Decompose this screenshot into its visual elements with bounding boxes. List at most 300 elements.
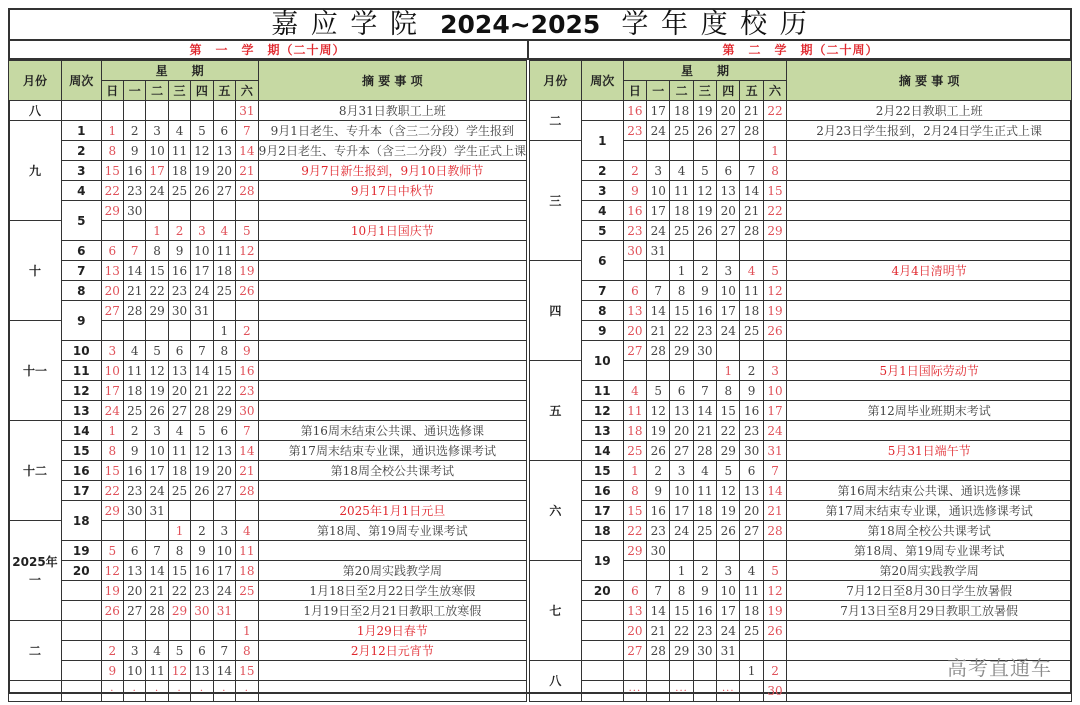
day-cell: 4 — [168, 421, 190, 441]
day-cell: 27 — [623, 341, 646, 361]
day-cell — [623, 661, 646, 681]
day-cell — [763, 241, 787, 261]
day-cell: 13 — [623, 301, 646, 321]
weekday-header: 五 — [740, 81, 763, 101]
day-cell — [168, 621, 190, 641]
day-cell: 19 — [693, 101, 716, 121]
day-cell: 27 — [213, 181, 235, 201]
month-cell: 2025年 一 — [9, 521, 62, 621]
day-cell: 21 — [647, 621, 670, 641]
day-cell: 15 — [168, 561, 190, 581]
day-cell — [101, 621, 123, 641]
day-cell: 26 — [236, 281, 259, 301]
memo-cell — [787, 341, 1072, 361]
day-cell: 13 — [213, 441, 235, 461]
academic-years: 2024~2025 — [440, 10, 601, 39]
day-cell: 21 — [647, 321, 670, 341]
month-cell: 九 — [9, 121, 62, 221]
week-number-cell — [61, 101, 101, 121]
day-cell: 19 — [693, 201, 716, 221]
day-cell: 30 — [647, 541, 670, 561]
memo-cell: 第16周末结束公共课、通识选修课 — [258, 421, 526, 441]
calendar-row — [9, 401, 527, 421]
day-cell: 12 — [763, 281, 787, 301]
day-cell: 24 — [647, 221, 670, 241]
day-cell: 4 — [124, 341, 146, 361]
calendar-row — [530, 101, 1072, 121]
day-cell: 8 — [670, 581, 693, 601]
day-cell: 20 — [740, 501, 763, 521]
day-cell: 15 — [213, 361, 235, 381]
day-cell: 11 — [693, 481, 716, 501]
week-number-cell: 16 — [61, 461, 101, 481]
day-cell: 31 — [213, 601, 235, 621]
calendar-row — [9, 301, 527, 321]
day-cell: 15 — [146, 261, 168, 281]
day-cell: 14 — [236, 441, 259, 461]
day-cell — [740, 341, 763, 361]
week-number-cell: 14 — [61, 421, 101, 441]
day-cell: 28 — [236, 181, 259, 201]
day-cell: 5 — [146, 341, 168, 361]
day-cell: 29 — [146, 301, 168, 321]
day-cell: · — [168, 681, 190, 702]
day-cell: 20 — [717, 201, 740, 221]
day-cell: 25 — [740, 621, 763, 641]
day-cell: ··· — [623, 681, 646, 702]
day-cell: 11 — [168, 441, 190, 461]
day-cell — [740, 241, 763, 261]
day-cell: 8 — [670, 281, 693, 301]
calendar-row — [9, 501, 527, 521]
day-cell: 28 — [236, 481, 259, 501]
memo-cell — [787, 621, 1072, 641]
week-number-cell: 18 — [61, 501, 101, 541]
day-cell: 1 — [146, 221, 168, 241]
day-cell: ··· — [717, 681, 740, 702]
day-cell: 25 — [236, 581, 259, 601]
day-cell — [146, 621, 168, 641]
day-cell: 14 — [647, 301, 670, 321]
memo-cell — [258, 361, 526, 381]
memo-cell: 1月29日春节 — [258, 621, 526, 641]
month-cell: 四 — [530, 261, 582, 361]
calendar-row — [530, 461, 1072, 481]
day-cell: 20 — [670, 421, 693, 441]
day-cell: 25 — [623, 441, 646, 461]
day-cell — [191, 321, 213, 341]
day-cell: 18 — [740, 601, 763, 621]
day-cell: 2 — [236, 321, 259, 341]
day-cell: 27 — [740, 521, 763, 541]
day-cell: 20 — [623, 321, 646, 341]
month-cell: 十 — [9, 221, 62, 321]
day-cell: 1 — [670, 561, 693, 581]
day-cell: 14 — [146, 561, 168, 581]
day-cell: 11 — [236, 541, 259, 561]
day-cell: 7 — [236, 421, 259, 441]
memo-cell — [258, 201, 526, 221]
day-cell: 7 — [146, 541, 168, 561]
day-cell: 25 — [213, 281, 235, 301]
day-cell: 1 — [236, 621, 259, 641]
day-cell — [647, 141, 670, 161]
day-cell: 9 — [740, 381, 763, 401]
calendar-row — [9, 681, 527, 702]
memo-cell: 第18周全校公共课考试 — [258, 461, 526, 481]
calendar-row — [9, 641, 527, 661]
day-cell: 4 — [693, 461, 716, 481]
day-cell: 8 — [213, 341, 235, 361]
weekday-header: 五 — [213, 81, 235, 101]
day-cell — [168, 501, 190, 521]
day-cell: 24 — [146, 181, 168, 201]
day-cell: 6 — [101, 241, 123, 261]
day-cell: 23 — [191, 581, 213, 601]
day-cell — [124, 521, 146, 541]
day-cell: 2 — [693, 561, 716, 581]
day-cell: 16 — [124, 461, 146, 481]
day-cell: 26 — [191, 481, 213, 501]
calendar-row — [9, 481, 527, 501]
week-number-cell — [581, 621, 623, 641]
memo-cell — [258, 381, 526, 401]
calendar-row — [9, 341, 527, 361]
day-cell: 16 — [124, 161, 146, 181]
day-cell: 11 — [146, 661, 168, 681]
week-number-cell: 4 — [61, 181, 101, 201]
day-cell: 27 — [623, 641, 646, 661]
day-cell: 30 — [693, 341, 716, 361]
day-cell: 5 — [693, 161, 716, 181]
day-cell — [236, 501, 259, 521]
day-cell — [146, 321, 168, 341]
day-cell — [670, 541, 693, 561]
calendar-row — [530, 381, 1072, 401]
day-cell — [693, 661, 716, 681]
memo-cell — [787, 241, 1072, 261]
day-cell: 27 — [213, 481, 235, 501]
calendar-row — [9, 101, 527, 121]
day-cell: 9 — [623, 181, 646, 201]
day-cell: 6 — [670, 381, 693, 401]
calendar-row — [530, 201, 1072, 221]
day-cell: 29 — [101, 201, 123, 221]
day-cell: 22 — [146, 281, 168, 301]
day-cell: 10 — [191, 241, 213, 261]
day-cell — [213, 501, 235, 521]
week-number-cell: 10 — [581, 341, 623, 381]
day-cell: 10 — [763, 381, 787, 401]
week-header: 周次 — [61, 61, 101, 101]
day-cell: 25 — [670, 121, 693, 141]
semester-1-body — [9, 101, 527, 702]
day-cell: 22 — [670, 621, 693, 641]
memo-cell — [787, 141, 1072, 161]
day-cell: 13 — [740, 481, 763, 501]
day-cell: 23 — [693, 321, 716, 341]
day-cell — [670, 241, 693, 261]
day-cell — [213, 301, 235, 321]
calendar-row — [530, 281, 1072, 301]
day-cell: 14 — [236, 141, 259, 161]
day-cell: 3 — [146, 421, 168, 441]
day-cell: 23 — [236, 381, 259, 401]
day-cell: 7 — [740, 161, 763, 181]
memo-cell: 9月7日新生报到，9月10日教师节 — [258, 161, 526, 181]
day-cell: 3 — [717, 261, 740, 281]
day-cell — [168, 321, 190, 341]
week-number-cell: 17 — [581, 501, 623, 521]
day-cell: 6 — [717, 161, 740, 181]
day-cell: 12 — [168, 661, 190, 681]
day-cell: 24 — [647, 121, 670, 141]
day-cell: 1 — [168, 521, 190, 541]
day-cell: 3 — [213, 521, 235, 541]
month-header: 月份 — [530, 61, 582, 101]
day-cell: 11 — [124, 361, 146, 381]
day-cell — [101, 321, 123, 341]
day-cell — [101, 101, 123, 121]
calendar-row — [530, 181, 1072, 201]
day-cell — [763, 541, 787, 561]
day-cell: 2 — [763, 661, 787, 681]
day-cell: 9 — [168, 241, 190, 261]
day-cell: 22 — [213, 381, 235, 401]
weekday-group-header: 星 期 — [101, 61, 258, 81]
day-cell: ··· — [670, 681, 693, 702]
day-cell: 31 — [717, 641, 740, 661]
day-cell: 6 — [124, 541, 146, 561]
day-cell: 21 — [191, 381, 213, 401]
day-cell: 21 — [763, 501, 787, 521]
calendar-row — [9, 601, 527, 621]
memo-header: 摘 要 事 项 — [787, 61, 1072, 101]
day-cell: 2 — [693, 261, 716, 281]
day-cell: · — [124, 681, 146, 702]
day-cell: 20 — [101, 281, 123, 301]
week-number-cell: 7 — [581, 281, 623, 301]
day-cell: 30 — [236, 401, 259, 421]
week-number-cell: 12 — [581, 401, 623, 421]
day-cell — [168, 101, 190, 121]
week-number-cell: 13 — [61, 401, 101, 421]
day-cell: 12 — [191, 441, 213, 461]
day-cell: 5 — [717, 461, 740, 481]
calendar-row — [9, 121, 527, 141]
memo-cell — [787, 421, 1072, 441]
day-cell: 2 — [124, 121, 146, 141]
calendar-row — [9, 561, 527, 581]
day-cell — [647, 361, 670, 381]
semester-2-label: 第 二 学 期（二十周） — [529, 41, 1072, 60]
day-cell: 22 — [717, 421, 740, 441]
day-cell: 23 — [124, 481, 146, 501]
day-cell: 12 — [101, 561, 123, 581]
month-cell: 十二 — [9, 421, 62, 521]
weekday-header: 日 — [101, 81, 123, 101]
day-cell: 18 — [623, 421, 646, 441]
day-cell: 1 — [101, 421, 123, 441]
day-cell: 9 — [191, 541, 213, 561]
day-cell: 19 — [146, 381, 168, 401]
calendar-row — [9, 181, 527, 201]
day-cell: 26 — [693, 121, 716, 141]
memo-cell: 第17周末结束专业课，通识选修课考试 — [258, 441, 526, 461]
day-cell — [647, 261, 670, 281]
day-cell: 27 — [101, 301, 123, 321]
day-cell: 12 — [763, 581, 787, 601]
day-cell: 12 — [146, 361, 168, 381]
day-cell: 19 — [191, 461, 213, 481]
day-cell: 3 — [647, 161, 670, 181]
day-cell: 22 — [168, 581, 190, 601]
calendar-row — [530, 341, 1072, 361]
memo-cell — [787, 281, 1072, 301]
day-cell: 5 — [763, 561, 787, 581]
weekday-header: 四 — [717, 81, 740, 101]
day-cell: 3 — [191, 221, 213, 241]
memo-cell — [258, 541, 526, 561]
day-cell: 16 — [191, 561, 213, 581]
day-cell: 27 — [717, 221, 740, 241]
week-number-cell — [581, 601, 623, 621]
day-cell: 2 — [191, 521, 213, 541]
day-cell: 15 — [763, 181, 787, 201]
day-cell — [146, 521, 168, 541]
day-cell: 4 — [146, 641, 168, 661]
day-cell: 27 — [124, 601, 146, 621]
day-cell: 30 — [740, 441, 763, 461]
day-cell: 19 — [763, 301, 787, 321]
day-cell — [717, 141, 740, 161]
day-cell — [191, 101, 213, 121]
day-cell: 26 — [647, 441, 670, 461]
day-cell: 28 — [647, 641, 670, 661]
day-cell: 5 — [191, 421, 213, 441]
memo-cell — [787, 681, 1072, 702]
day-cell: 9 — [124, 441, 146, 461]
calendar-row — [9, 541, 527, 561]
day-cell: 17 — [717, 301, 740, 321]
memo-cell: 第20周实践教学周 — [787, 561, 1072, 581]
day-cell: 24 — [670, 521, 693, 541]
day-cell: 26 — [717, 521, 740, 541]
day-cell: 29 — [670, 641, 693, 661]
day-cell: 31 — [647, 241, 670, 261]
day-cell — [168, 201, 190, 221]
calendar-row — [530, 681, 1072, 702]
calendar-row — [9, 141, 527, 161]
day-cell: 11 — [213, 241, 235, 261]
memo-cell — [258, 301, 526, 321]
day-cell: 23 — [693, 621, 716, 641]
day-cell: 27 — [670, 441, 693, 461]
day-cell: 13 — [623, 601, 646, 621]
day-cell: 26 — [101, 601, 123, 621]
day-cell: 1 — [717, 361, 740, 381]
calendar-row — [530, 441, 1072, 461]
day-cell — [693, 361, 716, 381]
day-cell: 25 — [740, 321, 763, 341]
day-cell: 18 — [670, 101, 693, 121]
day-cell: 7 — [647, 281, 670, 301]
week-number-cell: 1 — [581, 121, 623, 161]
day-cell: 22 — [763, 101, 787, 121]
day-cell: 21 — [236, 161, 259, 181]
calendar-row — [530, 481, 1072, 501]
day-cell: 24 — [717, 621, 740, 641]
day-cell: 9 — [693, 281, 716, 301]
day-cell: 16 — [236, 361, 259, 381]
day-cell: 8 — [717, 381, 740, 401]
day-cell: 18 — [124, 381, 146, 401]
memo-cell: 第16周末结束公共课、通识选修课 — [787, 481, 1072, 501]
memo-cell: 2月22日教职工上班 — [787, 101, 1072, 121]
day-cell: 3 — [146, 121, 168, 141]
memo-cell: 2025年1月1日元旦 — [258, 501, 526, 521]
day-cell: 6 — [191, 641, 213, 661]
day-cell: 3 — [101, 341, 123, 361]
day-cell: 28 — [693, 441, 716, 461]
day-cell — [124, 101, 146, 121]
day-cell — [101, 521, 123, 541]
semester-1-label: 第 一 学 期（二十周） — [8, 41, 527, 60]
day-cell: 11 — [740, 581, 763, 601]
day-cell: 21 — [146, 581, 168, 601]
day-cell: 28 — [647, 341, 670, 361]
day-cell: 30 — [763, 681, 787, 702]
month-cell: 八 — [530, 661, 582, 702]
day-cell: 7 — [236, 121, 259, 141]
day-cell: 24 — [146, 481, 168, 501]
day-cell: 24 — [717, 321, 740, 341]
week-number-cell: 17 — [61, 481, 101, 501]
day-cell: 6 — [213, 121, 235, 141]
day-cell: 17 — [146, 161, 168, 181]
day-cell: 20 — [213, 161, 235, 181]
week-number-cell — [581, 681, 623, 702]
day-cell: 22 — [101, 481, 123, 501]
day-cell: 9 — [693, 581, 716, 601]
weekday-header: 六 — [763, 81, 787, 101]
day-cell: 11 — [670, 181, 693, 201]
watermark: 高考直通车 — [947, 656, 1052, 680]
memo-cell: 2月12日元宵节 — [258, 641, 526, 661]
day-cell: 21 — [740, 201, 763, 221]
month-cell: 七 — [530, 561, 582, 661]
day-cell: 31 — [191, 301, 213, 321]
day-cell — [763, 341, 787, 361]
day-cell: 19 — [101, 581, 123, 601]
day-cell — [124, 221, 146, 241]
memo-cell — [787, 461, 1072, 481]
day-cell: 5 — [236, 221, 259, 241]
day-cell — [717, 541, 740, 561]
day-cell: · — [213, 681, 235, 702]
day-cell: 13 — [191, 661, 213, 681]
week-number-cell: 4 — [581, 201, 623, 221]
weekday-header: 二 — [146, 81, 168, 101]
semester-2-table — [529, 60, 1072, 702]
memo-cell: 第12周毕业班期末考试 — [787, 401, 1072, 421]
day-cell: 17 — [213, 561, 235, 581]
weekday-group-header: 星 期 — [623, 61, 787, 81]
day-cell: 2 — [124, 421, 146, 441]
calendar-row — [530, 241, 1072, 261]
day-cell: 3 — [763, 361, 787, 381]
memo-cell — [258, 241, 526, 261]
